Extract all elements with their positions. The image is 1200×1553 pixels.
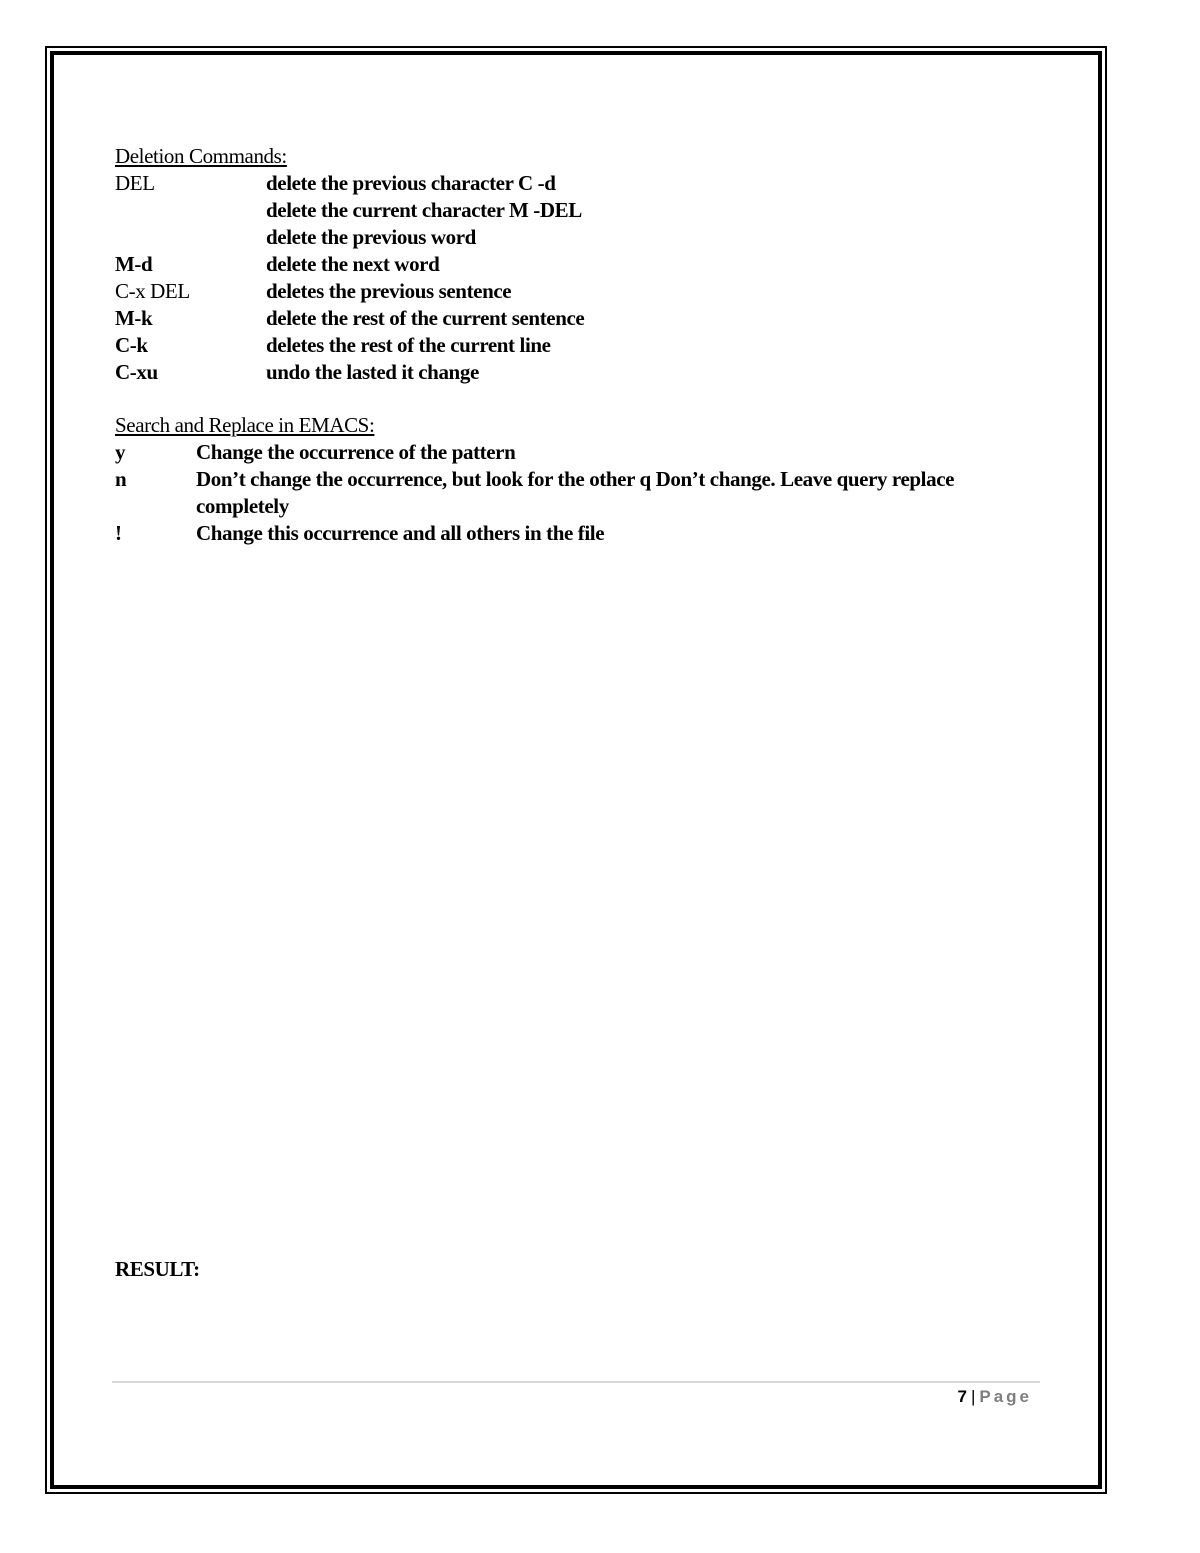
table-row	[115, 224, 1015, 251]
table-row	[115, 170, 1015, 197]
command-key: C-xu	[115, 360, 158, 384]
table-row	[115, 332, 1015, 359]
command-description: delete the current character M -DEL	[266, 198, 582, 222]
deletion-commands-table	[115, 170, 1015, 386]
table-row	[115, 197, 1015, 224]
command-key: M-d	[115, 252, 153, 276]
search-replace-table	[115, 439, 1015, 547]
command-description: deletes the previous sentence	[266, 279, 512, 303]
command-description: deletes the rest of the current line	[266, 333, 551, 357]
search-replace-heading: Search and Replace in EMACS:	[115, 413, 375, 437]
response-description: Don’t change the occurrence, but look for the other q Don’t change. Leave query replace completely	[196, 467, 955, 518]
command-key	[115, 224, 266, 251]
response-key: !	[115, 521, 122, 545]
section-spacer	[115, 386, 1015, 412]
command-description: undo the lasted it change	[266, 360, 479, 384]
command-key: C-x DEL	[115, 279, 190, 303]
footer-divider	[112, 1381, 1040, 1383]
page-number: 7	[957, 1387, 967, 1406]
response-description: Change this occurrence and all others in the file	[196, 521, 605, 545]
command-key	[115, 197, 266, 224]
page-footer	[957, 1387, 1032, 1407]
command-description: delete the previous word	[266, 225, 476, 249]
table-row	[115, 251, 1015, 278]
document-body	[115, 143, 1015, 547]
table-row	[115, 439, 1015, 466]
deletion-commands-heading: Deletion Commands:	[115, 144, 287, 168]
command-key: DEL	[115, 171, 155, 195]
footer-separator: |	[970, 1387, 976, 1406]
command-description: delete the next word	[266, 252, 440, 276]
response-key: y	[115, 440, 126, 464]
response-key: n	[115, 467, 127, 491]
page-label: Page	[979, 1387, 1032, 1406]
table-row	[115, 278, 1015, 305]
command-description: delete the rest of the current sentence	[266, 306, 585, 330]
table-row	[115, 359, 1015, 386]
table-row	[115, 305, 1015, 332]
result-label: RESULT:	[115, 1257, 200, 1281]
command-key: M-k	[115, 306, 153, 330]
table-row	[115, 520, 1015, 547]
response-description: Change the occurrence of the pattern	[196, 440, 516, 464]
table-row	[115, 466, 1015, 520]
command-key: C-k	[115, 333, 148, 357]
command-description: delete the previous character C -d	[266, 171, 556, 195]
